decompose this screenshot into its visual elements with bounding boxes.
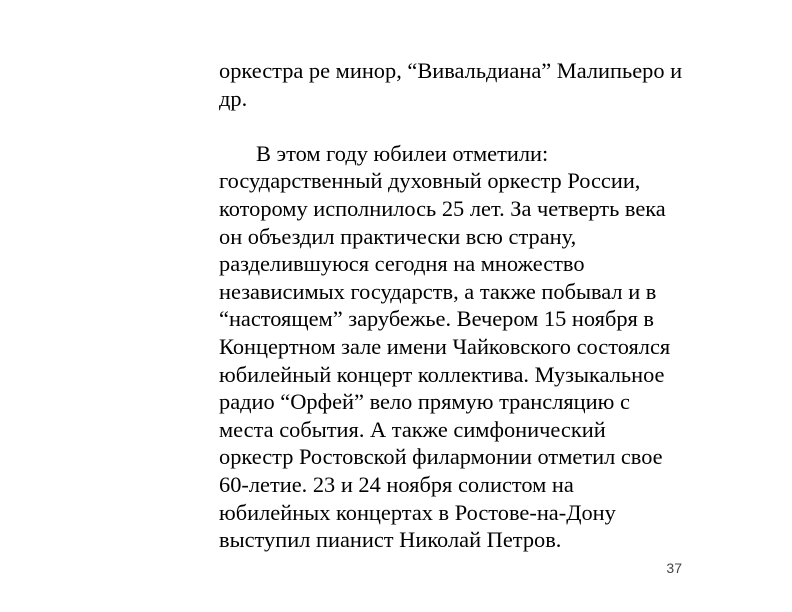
text-line: он объездил практически всю страну, <box>219 223 577 249</box>
text-line: оркестр Ростовской филармонии отметил свое <box>219 444 663 470</box>
text-line: В этом году юбилеи отметили: <box>256 140 549 166</box>
text-line: места события. А также симфонический <box>219 416 606 442</box>
text-line: независимых государств, а также побывал и в <box>219 278 657 304</box>
text-line: юбилейных концертах в Ростове-на-Дону <box>219 499 616 525</box>
body-text <box>219 57 689 554</box>
text-line: “настоящем” зарубежье. Вечером 15 ноября в <box>219 306 655 332</box>
page-number: 37 <box>666 560 682 576</box>
text-line: государственный духовный оркестр России, <box>219 168 641 194</box>
text-line: юбилейный концерт коллектива. Музыкальное <box>219 361 665 387</box>
paragraph-spacer <box>219 112 689 140</box>
text-line: 60-летие. 23 и 24 ноября солистом на <box>219 471 574 497</box>
text-line: разделившуюся сегодня на множество <box>219 251 585 277</box>
text-line: оркестра ре минор, “Вивальдиана” Малипьеро и <box>219 58 683 83</box>
text-line: др. <box>219 85 248 111</box>
text-line: выступил пианист Николай Петров. <box>219 527 562 553</box>
text-line: радио “Орфей” вело прямую трансляцию с <box>219 389 630 415</box>
text-line: Концертном зале имени Чайковского состоялся <box>219 333 671 359</box>
text-line: которому исполнилось 25 лет. За четверть века <box>219 195 666 221</box>
